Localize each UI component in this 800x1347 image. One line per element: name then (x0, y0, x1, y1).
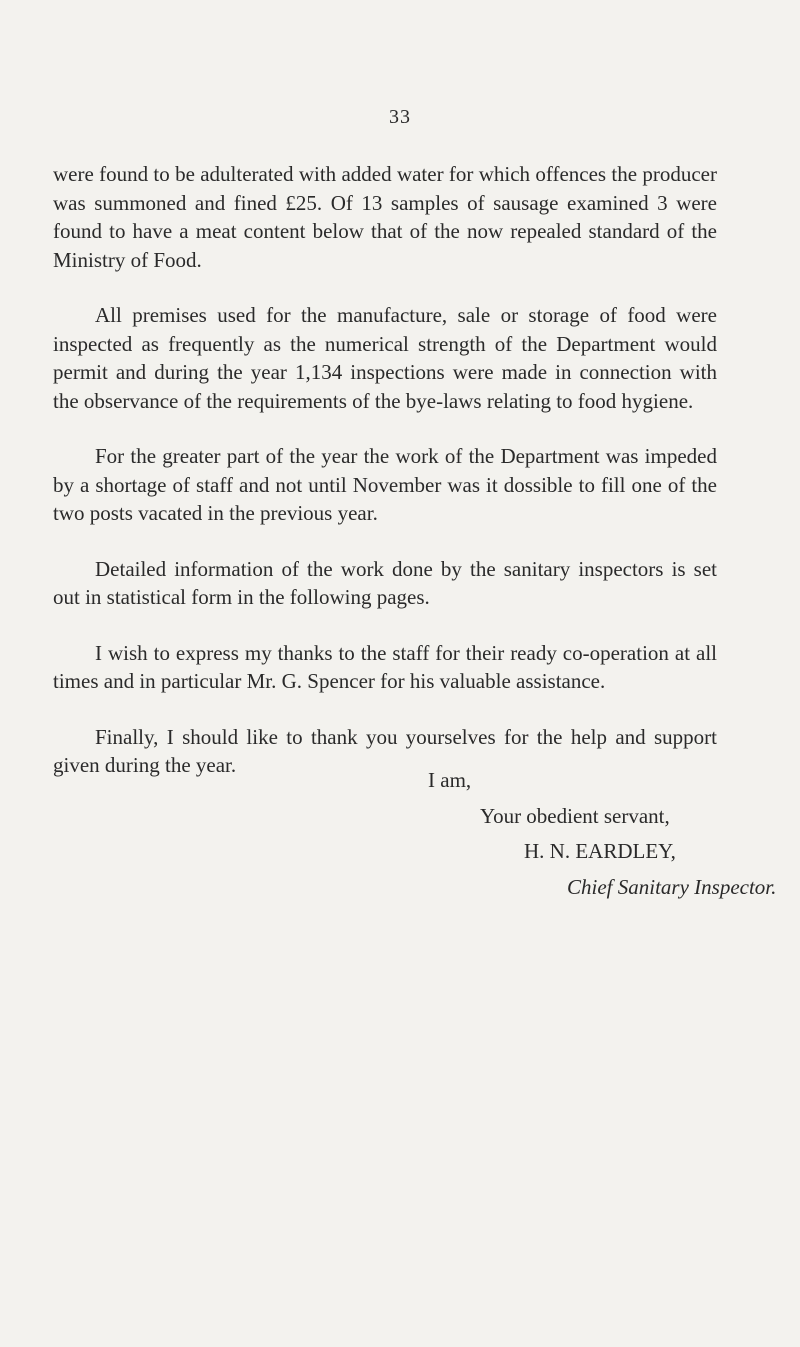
signatory-title: Chief Sanitary Inspector. (567, 875, 777, 899)
paragraph-thanks-staff: I wish to express my thanks to the staff for their ready co-operation at all times and in particular Mr. G. Spencer for his valuable assistance. (53, 640, 717, 693)
paragraph-inspections: All premises used for the manufacture, sale or storage of food were inspected as frequently as the numerical strength of the Department would permit and during the year 1,134 inspections were made in connection with the observance of the requirements of the bye-laws relating to food hygiene. (53, 303, 717, 413)
paragraph-staff-shortage: For the greater part of the year the work of the Department was impeded by a shortage of staff and not until November was it dossible to fill one of the two posts vacated in the previous year. (53, 444, 717, 525)
paragraph-thanks-committee: Finally, I should like to thank you yourselves for the help and support given during the year. (53, 724, 717, 777)
page-number: 33 (389, 106, 411, 128)
paragraph-detailed-information: Detailed information of the work done by the sanitary inspectors is set out in statistical form in the following pages. (53, 556, 717, 609)
paragraph-adulteration: were found to be adulterated with added water for which offences the producer was summoned and fined £25. Of 13 samples of sausage examined 3 were found to have a meat content below that of the now repealed standard of the Ministry of Food. (53, 162, 717, 272)
closing-servant: Your obedient servant, (480, 804, 670, 828)
closing-salutation: I am, (428, 768, 472, 792)
signatory-name: H. N. EARDLEY, (524, 839, 676, 863)
letter-body (53, 160, 717, 807)
